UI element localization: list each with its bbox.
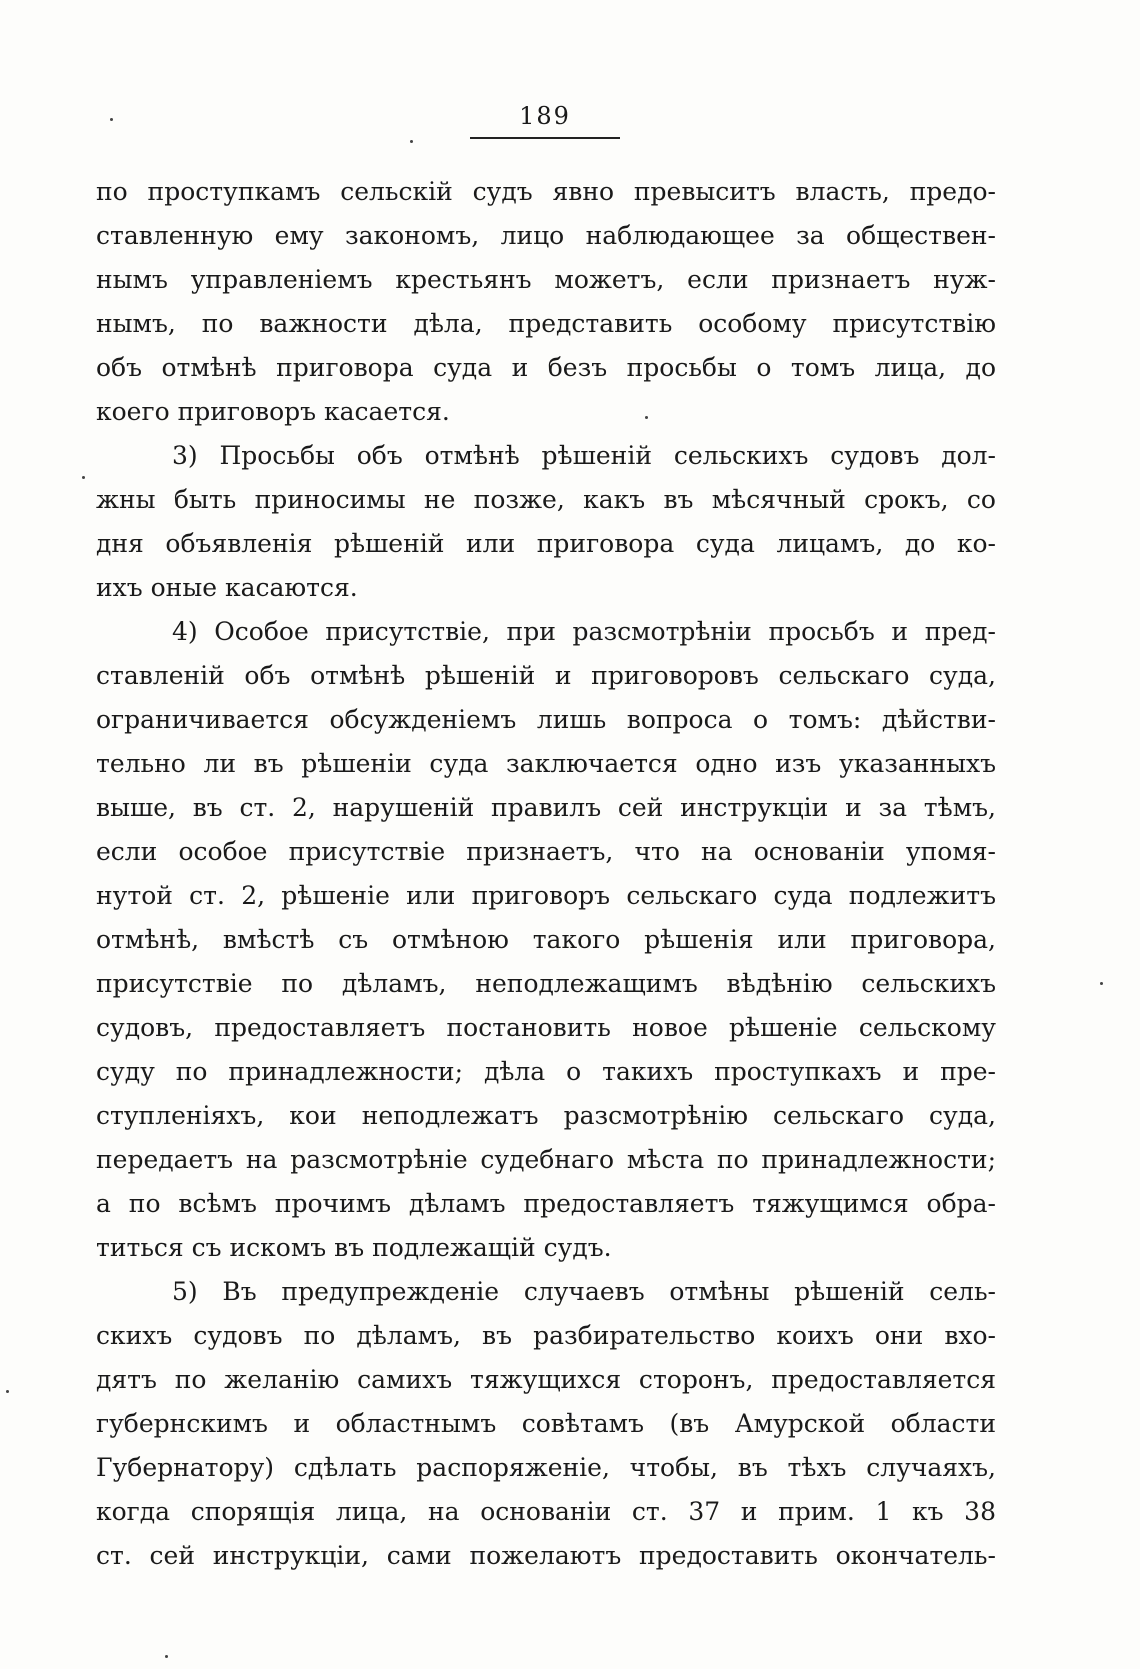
- text-line: тельно ли въ рѣшеніи суда заключается одно изъ указанныхъ: [96, 749, 996, 778]
- text-line: Губернатору) сдѣлать распоряженіе, чтобы, въ тѣхъ случаяхъ,: [96, 1453, 996, 1482]
- page-number: 189: [519, 102, 571, 130]
- text-line: нымъ управленіемъ крестьянъ можетъ, если признаетъ нуж-: [96, 265, 996, 294]
- text-line: жны быть приносимы не позже, какъ въ мѣсячный срокъ, со: [96, 485, 996, 514]
- body-text: [96, 170, 996, 1578]
- scan-speck: [1100, 982, 1103, 985]
- text-line: передаетъ на разсмотрѣніе судебнаго мѣста по принадлежности;: [96, 1145, 996, 1174]
- scan-speck: [110, 118, 113, 121]
- text-line: когда спорящія лица, на основаніи ст. 37 и прим. 1 къ 38: [96, 1497, 996, 1526]
- scan-speck: [6, 1390, 9, 1393]
- paragraph-3-start: 3) Просьбы объ отмѣнѣ рѣшеній сельскихъ судовъ дол-: [172, 441, 996, 470]
- text-line: объ отмѣнѣ приговора суда и безъ просьбы о томъ лица, до: [96, 353, 996, 382]
- scan-speck: [82, 476, 85, 479]
- text-line: дятъ по желанію самихъ тяжущихся сторонъ, предоставляется: [96, 1365, 996, 1394]
- text-line: ограничивается обсужденіемъ лишь вопроса о томъ: дѣйстви-: [96, 705, 996, 734]
- paragraph-5-start: 5) Въ предупрежденіе случаевъ отмѣны рѣшеній сель-: [172, 1277, 996, 1306]
- text-line: а по всѣмъ прочимъ дѣламъ предоставляетъ тяжущимся обра-: [96, 1189, 996, 1218]
- text-line: титься съ искомъ въ подлежащій судъ.: [96, 1233, 612, 1262]
- scan-speck: [165, 1655, 168, 1658]
- text-line: судовъ, предоставляетъ постановить новое рѣшеніе сельскому: [96, 1013, 996, 1042]
- text-line: ихъ оные касаются.: [96, 573, 358, 602]
- paragraph-4-start: 4) Особое присутствіе, при разсмотрѣніи просьбъ и пред-: [172, 617, 996, 646]
- text-line: ступленіяхъ, кои неподлежатъ разсмотрѣнію сельскаго суда,: [96, 1101, 996, 1130]
- text-line: отмѣнѣ, вмѣстѣ съ отмѣною такого рѣшенія или приговора,: [96, 925, 996, 954]
- text-line: присутствіе по дѣламъ, неподлежащимъ вѣдѣнію сельскихъ: [96, 969, 996, 998]
- text-line: губернскимъ и областнымъ совѣтамъ (въ Амурской области: [96, 1409, 996, 1438]
- text-line: нымъ, по важности дѣла, представить особому присутствію: [96, 309, 996, 338]
- scan-speck: [410, 140, 413, 143]
- scan-speck: [645, 416, 648, 419]
- text-line: ставленную ему закономъ, лицо наблюдающее за обществен-: [96, 221, 996, 250]
- text-line: если особое присутствіе признаетъ, что на основаніи упомя-: [96, 837, 996, 866]
- text-line: выше, въ ст. 2, нарушеній правилъ сей инструкціи и за тѣмъ,: [96, 793, 996, 822]
- text-line: дня объявленія рѣшеній или приговора суда лицамъ, до ко-: [96, 529, 996, 558]
- page-number-rule: [470, 137, 620, 139]
- text-line: коего приговоръ касается.: [96, 397, 450, 426]
- text-line: суду по принадлежности; дѣла о такихъ проступкахъ и пре-: [96, 1057, 996, 1086]
- text-line: по проступкамъ сельскій судъ явно превыситъ власть, предо-: [96, 177, 996, 206]
- text-line: нутой ст. 2, рѣшеніе или приговоръ сельскаго суда подлежитъ: [96, 881, 996, 910]
- text-line: скихъ судовъ по дѣламъ, въ разбирательство коихъ они вхо-: [96, 1321, 996, 1350]
- text-line: ставленій объ отмѣнѣ рѣшеній и приговоровъ сельскаго суда,: [96, 661, 996, 690]
- text-line: ст. сей инструкціи, сами пожелаютъ предоставить окончатель-: [96, 1541, 996, 1570]
